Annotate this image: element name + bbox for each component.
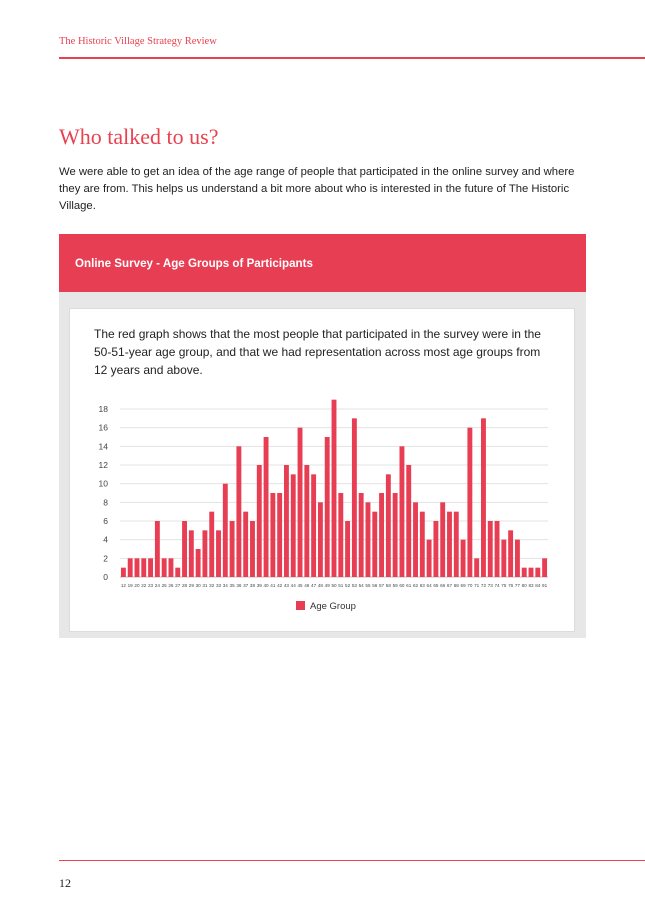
bar	[236, 446, 241, 577]
x-tick-label: 56	[372, 583, 378, 588]
x-tick-label: 33	[215, 583, 222, 588]
bar	[542, 558, 547, 577]
bar	[379, 493, 384, 577]
x-tick-label: 73	[487, 583, 493, 588]
bar	[196, 549, 201, 577]
x-tick-label: 75	[501, 583, 507, 588]
x-tick-label: 41	[270, 583, 276, 588]
bar	[182, 521, 187, 577]
x-tick-label: 62	[412, 583, 419, 588]
chart-note: The red graph shows that the most people that participated in the survey were in the 50-51-year age group, and that we had representation across most age groups from 12 years and above.	[94, 327, 541, 377]
bar	[338, 493, 343, 577]
y-tick-label: 10	[98, 478, 108, 489]
bar	[372, 512, 377, 577]
bar	[508, 530, 513, 577]
x-tick-label: 69	[460, 583, 466, 588]
page-number: 12	[59, 876, 71, 890]
chart-card	[69, 308, 575, 632]
survey-panel	[59, 234, 586, 638]
bar	[162, 558, 167, 577]
bar	[189, 530, 194, 577]
x-tick-label: 31	[202, 583, 208, 588]
x-tick-label: 26	[168, 583, 174, 588]
bar	[454, 512, 459, 577]
bar	[304, 465, 309, 577]
bar	[440, 502, 445, 577]
x-tick-label: 68	[453, 583, 459, 588]
bar	[270, 493, 275, 577]
x-tick-label: 64	[426, 583, 432, 588]
x-tick-label: 58	[385, 583, 391, 588]
bar	[250, 521, 255, 577]
x-tick-label: 59	[392, 583, 398, 588]
x-tick-label: 43	[283, 583, 290, 588]
legend-swatch	[296, 601, 305, 610]
bar	[332, 400, 337, 577]
x-tick-label: 61	[406, 583, 412, 588]
x-tick-label: 32	[209, 583, 215, 588]
x-tick-label: 42	[277, 583, 283, 588]
x-tick-label: 22	[141, 583, 147, 588]
x-tick-label: 54	[358, 583, 364, 588]
bar	[413, 502, 418, 577]
x-tick-label: 19	[127, 583, 133, 588]
x-tick-label: 65	[433, 583, 439, 588]
y-tick-label: 4	[103, 534, 108, 545]
y-tick-label: 14	[98, 441, 108, 452]
x-tick-label: 40	[263, 583, 269, 588]
x-tick-label: 50	[331, 583, 337, 588]
x-tick-label: 71	[474, 583, 480, 588]
bar	[311, 474, 316, 577]
y-tick-label: 18	[98, 404, 108, 414]
bar	[148, 558, 153, 577]
panel-title: Online Survey - Age Groups of Participants	[59, 234, 586, 292]
x-tick-label: 37	[243, 583, 249, 588]
y-tick-label: 16	[98, 422, 108, 433]
x-tick-label: 39	[256, 583, 262, 588]
x-tick-label: 47	[311, 583, 317, 588]
x-tick-label: 38	[249, 583, 256, 588]
x-tick-label: 80	[521, 583, 527, 588]
y-tick-label: 0	[103, 572, 108, 582]
footer-rule	[59, 860, 645, 861]
bar	[433, 521, 438, 577]
x-tick-label: 24	[154, 583, 160, 588]
bar	[216, 530, 221, 577]
bar	[535, 568, 540, 577]
y-tick-label: 12	[98, 460, 108, 470]
x-tick-label: 27	[175, 583, 181, 588]
x-tick-label: 45	[297, 583, 303, 588]
bar	[155, 521, 160, 577]
x-tick-label: 66	[440, 583, 446, 588]
bar	[325, 437, 330, 577]
bar	[522, 568, 527, 577]
bar	[474, 558, 479, 577]
y-tick-label: 2	[103, 553, 108, 564]
bar	[406, 465, 411, 577]
x-tick-label: 35	[229, 583, 235, 588]
intro-paragraph: We were able to get an idea of the age range of people that participated in the online survey and where they are from. This helps us understand a bit more about who is interested in the future of The Historic Village.	[59, 166, 575, 212]
bar	[345, 521, 350, 577]
bar	[399, 446, 404, 577]
x-tick-label: 74	[494, 583, 500, 588]
bar	[175, 568, 180, 577]
x-tick-label: 23	[148, 583, 154, 588]
x-tick-label: 20	[134, 583, 140, 588]
page-heading: Who talked to us?	[59, 124, 219, 149]
bar	[257, 465, 262, 577]
bar	[366, 502, 371, 577]
y-tick-label: 6	[103, 516, 108, 526]
bar	[121, 568, 126, 577]
bar	[467, 428, 472, 577]
bar	[481, 418, 486, 577]
x-tick-label: 60	[399, 583, 405, 588]
bar	[284, 465, 289, 577]
age-group-bar-chart	[70, 309, 576, 633]
x-tick-label: 28	[181, 583, 188, 588]
x-tick-label: 55	[365, 583, 371, 588]
x-tick-label: 51	[338, 583, 344, 588]
x-tick-label: 67	[446, 583, 453, 588]
bar	[223, 484, 228, 577]
bar	[515, 540, 520, 577]
x-tick-label: 57	[378, 583, 385, 588]
x-tick-label: 48	[317, 583, 323, 588]
running-head: The Historic Village Strategy Review	[59, 36, 217, 47]
x-tick-label: 91	[542, 583, 548, 588]
legend-label: Age Group	[310, 601, 356, 612]
bar	[243, 512, 248, 577]
bar	[291, 474, 296, 577]
bar	[318, 502, 323, 577]
x-tick-label: 36	[236, 583, 242, 588]
x-tick-label: 12	[120, 583, 126, 588]
bar	[393, 493, 398, 577]
bar	[420, 512, 425, 577]
x-tick-label: 70	[467, 583, 473, 588]
bar	[359, 493, 364, 577]
bar	[427, 540, 432, 577]
x-tick-label: 76	[508, 583, 514, 588]
x-tick-label: 29	[188, 583, 194, 588]
x-tick-label: 53	[351, 583, 357, 588]
bar	[135, 558, 140, 577]
bar	[461, 540, 466, 577]
bar	[488, 521, 493, 577]
x-tick-label: 34	[222, 583, 228, 588]
x-tick-label: 46	[304, 583, 310, 588]
x-tick-label: 84	[535, 583, 541, 588]
bar	[230, 521, 235, 577]
bar	[264, 437, 269, 577]
bar	[386, 474, 391, 577]
x-tick-label: 72	[480, 583, 487, 588]
x-tick-label: 30	[195, 583, 201, 588]
x-tick-label: 63	[419, 583, 425, 588]
x-tick-label: 49	[324, 583, 330, 588]
x-tick-label: 52	[345, 583, 351, 588]
x-tick-label: 77	[514, 583, 520, 588]
x-tick-label: 44	[290, 583, 296, 588]
bar	[501, 540, 506, 577]
header-rule	[59, 57, 645, 59]
y-tick-label: 8	[103, 497, 108, 508]
x-tick-label: 25	[161, 583, 167, 588]
bar	[529, 568, 534, 577]
bar	[202, 530, 207, 577]
bar	[169, 558, 174, 577]
bar	[277, 493, 282, 577]
bar	[352, 418, 357, 577]
bar	[141, 558, 146, 577]
bar	[209, 512, 214, 577]
bar	[447, 512, 452, 577]
bar	[128, 558, 133, 577]
bar	[495, 521, 500, 577]
x-tick-label: 83	[528, 583, 534, 588]
bar	[298, 428, 303, 577]
